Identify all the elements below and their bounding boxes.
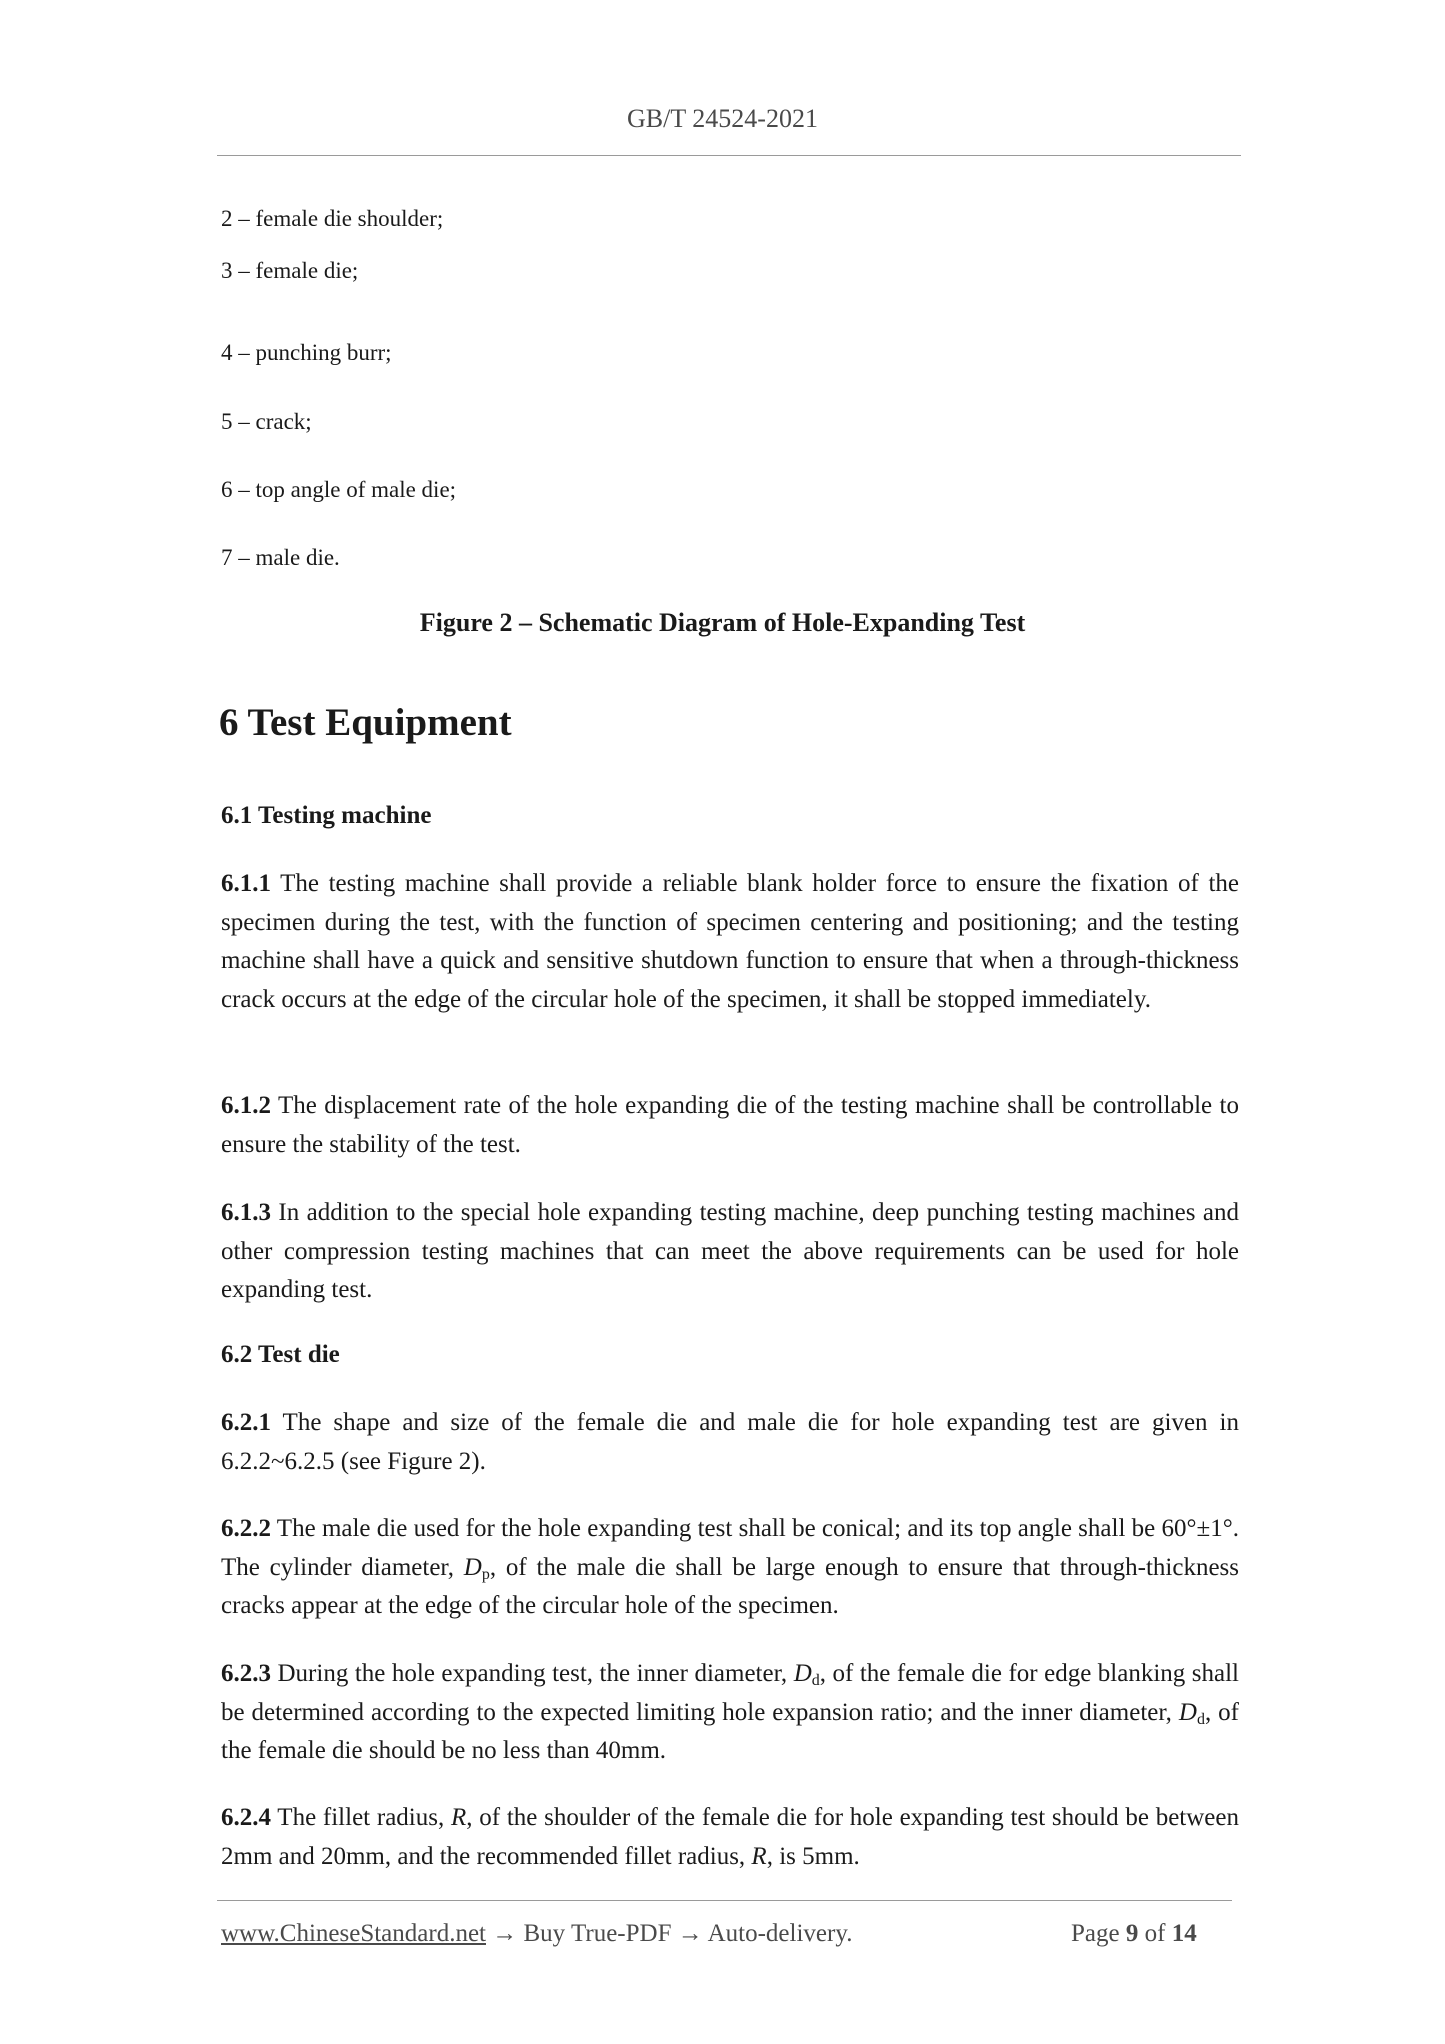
clause-text: During the hole expanding test, the inner diameter, [271,1660,794,1687]
clause-6-1-1 [221,865,1239,1019]
page-number: 9 [1125,1920,1139,1947]
document-id-header: GB/T 24524-2021 [627,104,818,133]
subsection-heading-6-1: 6.1 Testing machine [221,802,432,829]
page-indicator [1071,1920,1197,1948]
clause-text: , of the male die shall be large enough to ensure that through-thickness cracks appear at the edge of the circular hole of the specimen. [221,1553,1240,1619]
figure-caption: Figure 2 – Schematic Diagram of Hole-Expanding Test [419,608,1026,637]
clause-6-1-2 [221,1087,1239,1164]
clause-6-2-2 [221,1510,1239,1626]
legend-item: 6 – top angle of male die; [221,477,457,502]
page-label: Page [1071,1920,1126,1947]
section-heading: 6 Test Equipment [219,701,512,744]
legend-item: 4 – punching burr; [221,340,392,365]
arrow-icon: → [486,1920,524,1947]
clause-text: , of the female die for edge blanking shall be determined according to the expected limiting hole expansion ratio; and the inner diameter, [221,1660,1240,1726]
clause-text: The testing machine shall provide a reliable blank holder force to ensure the fixation of the specimen during the test, with the function of specimen centering and positioning; and the testing machine shall have a quick and sensitive shutdown function to ensure that when a through-thickness crack occurs at the edge of the circular hole of the specimen, it shall be stopped immediately. [221,870,1239,1013]
symbol: R [450,1804,467,1831]
clause-text: , is 5mm. [766,1842,860,1870]
clause-number: 6.1.1 [221,870,271,897]
clause-number: 6.1.2 [221,1092,271,1119]
total-pages: 14 [1171,1920,1197,1947]
clause-number: 6.2.1 [221,1409,271,1436]
legend-item: 2 – female die shoulder; [221,206,444,231]
subscript: d [1196,1710,1205,1728]
clause-number: 6.2.4 [221,1804,271,1831]
clause-text: The displacement rate of the hole expanding die of the testing machine shall be controllable to ensure the stability of the test. [221,1092,1239,1158]
website-link[interactable]: www.ChineseStandard.net [221,1920,486,1947]
clause-text: In addition to the special hole expanding testing machine, deep punching testing machines and other compression testing machines that can meet the above requirements can be used for hole expanding test. [221,1199,1239,1303]
legend-item: 5 – crack; [221,409,312,434]
subscript: p [481,1565,490,1583]
clause-number: 6.2.3 [221,1660,271,1687]
subsection-heading-6-2: 6.2 Test die [221,1341,340,1368]
clause-text: The male die used for the hole expanding test shall be conical; and its top angle shall be 60°±1°. The cylinder diameter, [221,1515,1239,1581]
clause-text: , of the female die should be no less than 40mm. [221,1698,1239,1764]
clause-text: , of the shoulder of the female die for hole expanding test should be between 2mm and 20mm, and the recommended fillet radius, [221,1804,1239,1870]
delivery-text: Auto-delivery. [707,1920,853,1947]
of-label: of [1138,1920,1172,1947]
symbol: D [463,1553,482,1581]
subscript: d [811,1672,820,1689]
clause-number: 6.1.3 [221,1199,271,1226]
clause-text: The fillet radius, [271,1804,451,1831]
footer-divider [217,1900,1232,1901]
arrow-icon: → [671,1920,708,1947]
clause-6-2-4 [221,1799,1239,1876]
legend-item: 7 – male die. [221,545,340,570]
clause-number: 6.2.2 [221,1515,271,1542]
symbol: D [1178,1698,1197,1726]
symbol: D [793,1660,812,1687]
symbol: R [751,1842,767,1870]
clause-6-2-1 [221,1404,1239,1481]
buy-text: Buy True-PDF [523,1920,672,1947]
clause-text: The shape and size of the female die and male die for hole expanding test are given in 6.2.2~6.2.5 (see Figure 2). [221,1409,1239,1475]
legend-item: 3 – female die; [221,258,359,283]
clause-6-2-3 [221,1655,1239,1771]
header-divider [217,155,1241,156]
footer-promo [221,1920,852,1948]
clause-6-1-3 [221,1194,1239,1310]
